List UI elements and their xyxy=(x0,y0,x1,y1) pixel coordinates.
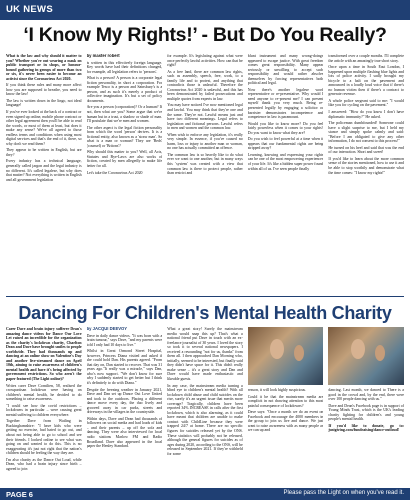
paragraph: Could it be that the mainstream media are complicit in not drawing attention to this most painful consequence of lockdowns? xyxy=(247,394,324,408)
paragraph: As a free land, there are common law rights, such as assembly, speech, free, work, to a family life and to protest, and anything that contradicts those is unlawful. Therefore the Coronavirus Act 2020 is unlawful, and this has been demonstrated by failed prosecutions and multiple quotes from experts in law. xyxy=(167,69,243,101)
article-column-5 xyxy=(328,54,404,292)
recycle-note: Please pass the Light on when you've read it. xyxy=(283,490,404,496)
paragraph: The policeman dumbfounded! Someone could have a slight surprise to me, but I held my stance and simply spoke calmly and said: "Before I am obligated to give any other information, I do not consent to this process!" xyxy=(328,121,404,144)
paragraph: When wish to enforce any legislation, it's really very simple. In essence, if you've caused no harm, loss or injury to another man or woman, no one has actually committed an offence. xyxy=(167,132,243,151)
page-footer-bar xyxy=(0,488,410,500)
paragraph: Why should this matter to you? Well, all Acts, Statutes and Bye-Laws are also works of fiction, created by men allegedly to make life better for all. xyxy=(86,150,163,169)
section-header-bar xyxy=(0,0,410,20)
paragraph: I'm also charity as the Dance Out Loud, while Dean, who had a brain injury since birth – agreed to join xyxy=(6,457,82,471)
article-lead: Carer Dave and brain injury sufferer Dean's amazing dance videos for Dance Our Love Let raised an incredible for the organization as the charity's lockdown charity, Charlton Dean and Dave have brought smiles to people worldwide. They had thousands up and dancing at an online show on Valentine's Day and another live-streamed dance on April 10th, aiming to raise awareness of children's mental health and have it's being affected by government restrictions. So who aren't the paper featured (The Light online)? xyxy=(6,327,82,382)
page-number: PAGE 6 xyxy=(6,489,33,499)
paragraph: dancing. Last month, we danced to There is a good in the crowd and, by the end, there were over 100 people dancing with us." xyxy=(328,388,404,402)
article-headline-dancing: Dancing For Children's Mental Health Charity xyxy=(18,303,392,323)
article2-column-5 xyxy=(328,327,404,487)
paragraph: Let's take the Coronavirus Act 2020 xyxy=(86,170,143,175)
paragraph: Are you a person (corporation)? Or a human? If not, then what are you? Some argue that we're human but in a trust, a shadow or shade of man. I'll postulate that we're men and women. xyxy=(86,105,163,124)
paragraph: A whole police sergeant said to me: "I would like you for cycling on the pavement." xyxy=(328,98,404,108)
paragraph: Do you wish to feel powerful at a time when it appears that our fundamental rights are being stripped away? xyxy=(247,137,324,151)
dancers-photo xyxy=(248,327,324,385)
paragraph: Dave says: "Once a month we do an event on Facebook and encourage the 4000 members in the group to join us live and dance. We just want to raise awareness with as many people as we can up and xyxy=(247,410,324,433)
paragraph: is written in this effectively foreign language. Key words have had their definitions changed, for example, all legislation refers to 'persons'. xyxy=(86,60,163,74)
paragraph: In any case, the mainstream media turning a blind eye to children's mental health? With all lockdown child abuse and child suicides on the rise, surely it's an urgent issue that merits more coverage? Tragically, children have been reported 34% INCREASE in calls after the first lockdown, which is also alarming, as it could have meant that children are unable to make contact with ChildLine because they were trapped 24/7 at home. There are no specific figures for suicides released yet by the ONS. These statistics will probably not be released, although the general figures for suicides as of ages during 2020, according to the ONS, will be released in September 2021. If they're withheld for some xyxy=(167,383,243,456)
paragraph: Despite the freezing weather in January 2021, Dave and Dan set up Dance Out Love United and took to the outdoors. Placing a different dance move every day, the duo lively and grooved away in car parks, streets and driveways in the villages in the countryside. xyxy=(86,387,163,415)
paragraph: Once upon a time in South East London, I happened upon multiple flashing blue lights and lots of police activity. I sadly brought my bicycle to a halt on the pavement and announced in a loudly loud voice that if there's no human victim then if there's a contract to generate revenue. xyxy=(328,65,404,97)
dancers-photo-2 xyxy=(328,327,404,385)
paragraph: Learning, knowing and expressing your rights can be one of the most empowering experiences of your life. It's like a hidden super power found within all of us. I've seen people finally xyxy=(247,152,324,171)
paragraph: They appear to be written in English, but are they? xyxy=(6,148,82,157)
paragraph: Whilst in Great Ormond Street Hospital, however, Princess Diana visited and asked if she could hold Dan. His parents agreed. "From that day on, Dan started to recover. That was 31 years ago."It really was a miracle," says Dan, who's now support. "We don't know for sure why I suddenly started to get better but I think it's definitely to do with Diana." xyxy=(86,349,163,386)
paragraph: If you'd like to learn about the more common sense of the stories mentioned, how to use it and be able to stop worthily and demonstrate what the time comes: "I know my rights!" xyxy=(328,156,404,175)
article-rights-body xyxy=(6,54,404,292)
paragraph: The law is written down in the lingo, not ideal language! xyxy=(6,98,82,108)
paragraph: The other aspect is the legal fiction personality from which the word 'person' derives. It is a fictional entity, also known as a 'straw man'. So what is a man or woman? They are 'Beds' (counsel) or 'Britons'? xyxy=(86,125,163,148)
paragraph: Now there's another legalese word representative or re-presentative. Why would I need anyone to re-present me? I can present myself thank you very much. Being re-presented legally by engaging a solicitor or barrister demonstrates incompetence and competence in law is paramount. xyxy=(247,87,324,120)
article-byline: by JACQUI DEEVOY xyxy=(86,327,128,331)
article2-column-1 xyxy=(6,327,82,487)
paragraph: What is a person? A person is a corporate legal fiction personality, in short a corporation. For example Tesco is a person and Sainsbury's is a person, and as such it's merely a product of collective imagination. It's but a set of policy documents. xyxy=(86,76,163,103)
article-divider xyxy=(6,296,404,297)
paragraph: If you think these rules and many more affect how you are supposed to breathe, you need to know the law! xyxy=(6,83,82,97)
article-column-1 xyxy=(6,54,82,292)
paragraph: "I could see how the covid restrictions – lockdowns in particular – were causing great mental suffering to children everywhere. xyxy=(6,403,82,417)
article2-column-3 xyxy=(167,327,243,487)
paragraph: Dave in daily dance videos. "It was born with a brain tumour," says Dave, "and my parents were told I only had 10 days to live." xyxy=(86,333,163,347)
paragraph: reason, it will look highly suspicious. xyxy=(247,388,307,392)
paragraph: Within days, Dave and Dean had thousands of followers on social media and had loads of kids – and their parents – up off the sofa and dancing. They were also interviewed for local radio stations Marlow FM and Radio Broadland. Dave also appeared in the local paper the Henley Standard. xyxy=(86,416,163,449)
article-lead: What is the law and why should it matter to you? Whether you're out wearing a mask on public transport or in shops, or honour-bound gathering in groups of more than two or six, it's never been easier to become an activist since the Coronavirus Act 2020. xyxy=(6,54,82,81)
article-column-3 xyxy=(167,54,243,292)
paragraph: If you've ever looked at the back of a contract or even signed up online, mobile phone contract or other legal agreement then you'll be able to read the words, or most of them at least, but does it make any sense? We've all agreed to those endless terms and conditions when using most digital services and that's the end of it, there, so why don't we read them? xyxy=(6,110,82,146)
article-headline-rights: ‘I Know My Rights!’ - But Do You Really? xyxy=(23,24,387,46)
article-byline: by master robert xyxy=(86,54,120,58)
article-dancing-body xyxy=(6,327,404,487)
paragraph: You may have noticed I've now mentioned legal and lawful. You may think that they're one and the same. They're not. Lawful means just and have two different meanings. Legal refers to legislation and fictional persons. Lawful refers to men and women and the common law. xyxy=(167,103,243,131)
paragraph: He turned on his heel and said that was the end of our interaction. Short and sweet! xyxy=(328,145,404,155)
paragraph: The common law is so heavily like to do what ever we want to one another, but in many ways this 'system' was created with a view that common law is there to protect people, rather than restrict and xyxy=(167,152,243,176)
article2-column-2 xyxy=(87,327,163,487)
paragraph: Would you like to know more? Do you feel fairly powerless when it comes to your rights? Do you want to know what they are? xyxy=(247,121,324,135)
article-column-2 xyxy=(87,54,163,292)
paragraph: blunt instrument and many wrong-doings appeared to escape justice. With great freedom comes great responsibility. Many appear seriously or unwilling to accept such responsibility and would rather absolve themselves by forcing representatives both political and legal. xyxy=(247,54,324,86)
paragraph: transformed over a couple months. I'll complete the article with an amazingly true short story. xyxy=(328,54,404,63)
article2-column-4 xyxy=(248,327,324,487)
paragraph: I answered: "How do you know I don't have diplomatic immunity?" He asked. xyxy=(328,110,404,119)
article-column-4 xyxy=(248,54,324,292)
paragraph: Every industry has a technical language, generally called jargon and the legal industry is no different. It's called legalese, but why does that matter? Not everything is written in English and all government legislation xyxy=(6,159,82,182)
paragraph: Together Dave from Watling in Buckinghamshire: "I have kids who were getting no exercise, had hated to go out, and about not being able to go to school and see their friends. I looked online to see what was going on and wanted to do this. This is no exaggerating it's just not right that the nation's children should be feeling the way they are. xyxy=(6,419,82,456)
paragraph: Dave and Dean's Facebook page is in support of Young Minds Trust, which is the UK's leading charity fighting for children's and young people's mental health. xyxy=(328,403,404,422)
section-label: UK NEWS xyxy=(6,4,53,15)
paragraph: What a great story! Surely the mainstream media would snap this up? That's what a national friend put Dave in touch with an ex-freelance journalist of 30 years. I loved the story so took it to several national newspapers. I received a resounding "not for us, thanks" from them all. I then approached Dan Morning who, initially, seemed to be interested, but finally said they didn't have space for it. This didn't really make sense – it's a great story and Dan and Dave would have made enthusiastic and likeable guests. xyxy=(167,327,243,382)
paragraph: Writes carer Dave Cornilien, 58, realised the crosspartisan lockdown were having on children's mental health, he decided to do something to raise awareness. xyxy=(6,383,82,402)
donation-link[interactable]: If you'd like to donate, go to: justgiving.com/fundraising/dance-outloud! xyxy=(328,423,404,433)
paragraph: for example. It's legislating against what were once perfectly lawful activities. How can that be right? xyxy=(167,54,243,68)
